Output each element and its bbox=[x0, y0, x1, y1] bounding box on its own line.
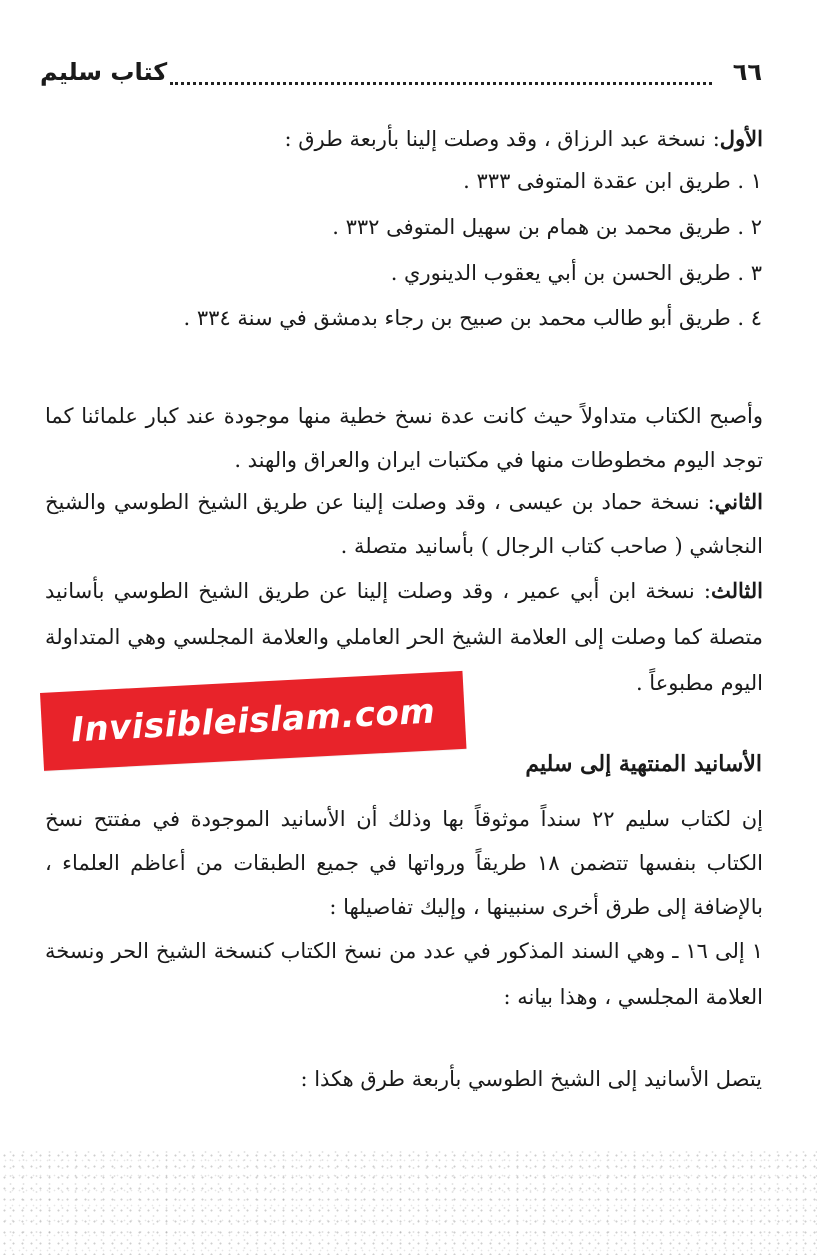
chain-list-item: ٣ . طريق الحسن بن أبي يعقوب الدينوري . bbox=[390, 261, 762, 285]
section-second bbox=[45, 480, 763, 568]
section-first-text: : نسخة عبد الرزاق ، وقد وصلت إلينا بأربعة طرق : bbox=[284, 127, 720, 151]
paragraph-tusi-chains: يتصل الأسانيد إلى الشيخ الطوسي بأربعة طرق هكذا : bbox=[300, 1067, 762, 1091]
section-first-lead bbox=[255, 126, 763, 152]
paragraph-circulation: وأصبح الكتاب متداولاً حيث كانت عدة نسخ خطية منها موجودة عند كبار علمائنا كما توجد اليوم مخطوطات منها في مكتبات ايران والعراق والهند . bbox=[45, 404, 763, 472]
paragraph-1-to-16: ١ إلى ١٦ ـ وهي السند المذكور في عدد من نسخ الكتاب كنسخة الشيخ الحر ونسخة العلامة المجلسي ، وهذا بيانه : bbox=[45, 939, 763, 1009]
section-third-text: : نسخة ابن أبي عمير ، وقد وصلت إلينا عن طريق الشيخ الطوسي بأسانيد متصلة كما وصلت إلى العلامة الشيخ الحر العاملي والعلامة المجلسي وهي المتداولة اليوم مطبوعاً . bbox=[45, 579, 763, 695]
scan-noise bbox=[0, 1150, 817, 1255]
chain-list-item: ١ . طريق ابن عقدة المتوفى ٣٣٣ . bbox=[463, 169, 762, 193]
page-header bbox=[40, 58, 762, 98]
section-heading: الأسانيد المنتهية إلى سليم bbox=[525, 751, 762, 777]
section-third-label: الثالث bbox=[711, 578, 763, 603]
paragraph-chains: إن لكتاب سليم ٢٢ سنداً موثوقاً بها وذلك أن الأسانيد الموجودة في مفتتح نسخ الكتاب بنفسها تتضمن ١٨ طريقاً ورواتها في جميع الطبقات من أعاظم العلماء ، بالإضافة إلى طرق أخرى سنبينها ، وإليك تفاصيلها : bbox=[45, 807, 763, 919]
chain-list-item: ٢ . طريق محمد بن همام بن سهيل المتوفى ٣٣٢ . bbox=[332, 215, 762, 239]
page-number: ٦٦ bbox=[732, 58, 762, 86]
section-second-label: الثاني bbox=[714, 489, 763, 514]
header-dotted-leader bbox=[170, 82, 712, 85]
section-second-text: : نسخة حماد بن عيسى ، وقد وصلت إلينا عن طريق الشيخ الطوسي والشيخ النجاشي ( صاحب كتاب الرجال ) بأسانيد متصلة . bbox=[45, 490, 763, 558]
running-title: كتاب سليم bbox=[40, 58, 168, 86]
section-first-label: الأول bbox=[719, 126, 763, 151]
watermark-text: Invisibleislam.com bbox=[70, 691, 437, 751]
chain-list-item: ٤ . طريق أبو طالب محمد بن صبيح بن رجاء بدمشق في سنة ٣٣٤ . bbox=[183, 306, 762, 330]
